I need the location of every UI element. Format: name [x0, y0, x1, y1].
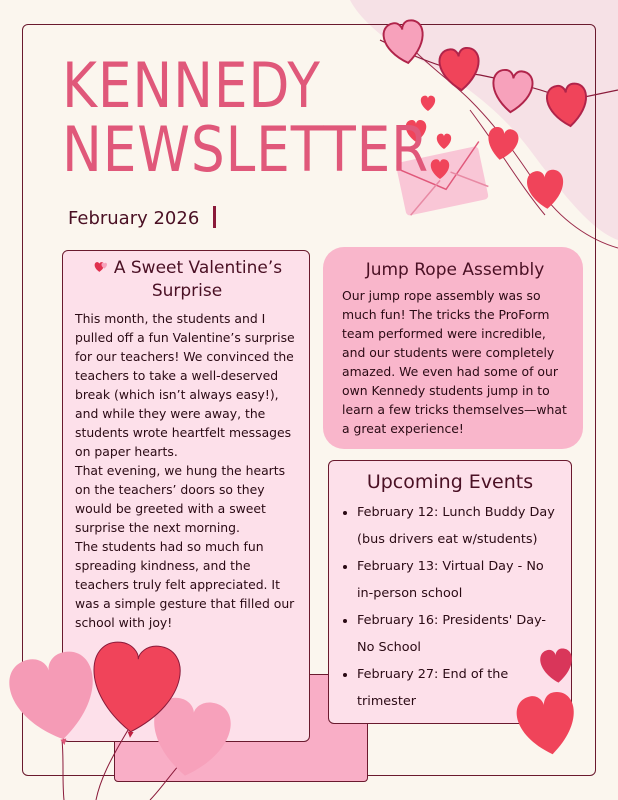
garland-heart-4: [545, 82, 590, 129]
valentine-article: [62, 250, 310, 742]
garland-heart-5: [485, 126, 520, 163]
valentine-heading: [75, 257, 299, 303]
valentine-paragraph-2: That evening, we hung the hearts on the teachers’ doors so they would be greeted with a sweet surprise the next morning.: [75, 463, 286, 535]
garland-heart-6: [526, 169, 565, 210]
newsletter-title: [62, 49, 430, 186]
garland-heart-2: [438, 47, 481, 92]
hearts-icon: [92, 260, 110, 274]
valentine-paragraph-3: The students had so much fun spreading kindness, and the teachers truly felt appreciated. It was a simple gesture that filled our school with joy!: [75, 539, 295, 630]
events-list: [337, 499, 563, 715]
event-item: • February 16: Presidents' Day- No School: [357, 607, 563, 661]
upcoming-events: [328, 460, 572, 724]
title-line-1: KENNEDY: [62, 49, 321, 122]
event-item: • February 13: Virtual Day - No in-person school: [357, 553, 563, 607]
event-item: • February 12: Lunch Buddy Day (bus drivers eat w/students): [357, 499, 563, 553]
small-heart-2: [437, 134, 451, 149]
event-item: • February 27: End of the trimester: [357, 661, 563, 715]
jump-rope-title: Jump Rope Assembly: [365, 260, 545, 280]
jump-rope-body: Our jump rope assembly was so much fun! The tricks the ProForm team performed were incredible, and our students were completely amazed. We even had some of our own Kennedy students jump in to learn a few tricks themselves—what a great experience!: [342, 288, 567, 436]
date-divider: [213, 206, 216, 228]
events-title: Upcoming Events: [366, 471, 534, 493]
garland-heart-3: [491, 69, 534, 114]
valentine-title: A Sweet Valentine’s Surprise: [113, 258, 283, 301]
jump-rope-article: [328, 252, 578, 444]
valentine-paragraph-1: This month, the students and I pulled off a fun Valentine’s surprise for our teachers! We convinced the teachers to take a well-deserved break (which isn’t always easy!), and while they were away, the students wrote heartfelt messages on paper hearts.: [75, 311, 295, 459]
title-line-2: NEWSLETTER: [62, 113, 430, 186]
issue-date-text: February 2026: [68, 208, 200, 229]
issue-date: [68, 206, 216, 229]
